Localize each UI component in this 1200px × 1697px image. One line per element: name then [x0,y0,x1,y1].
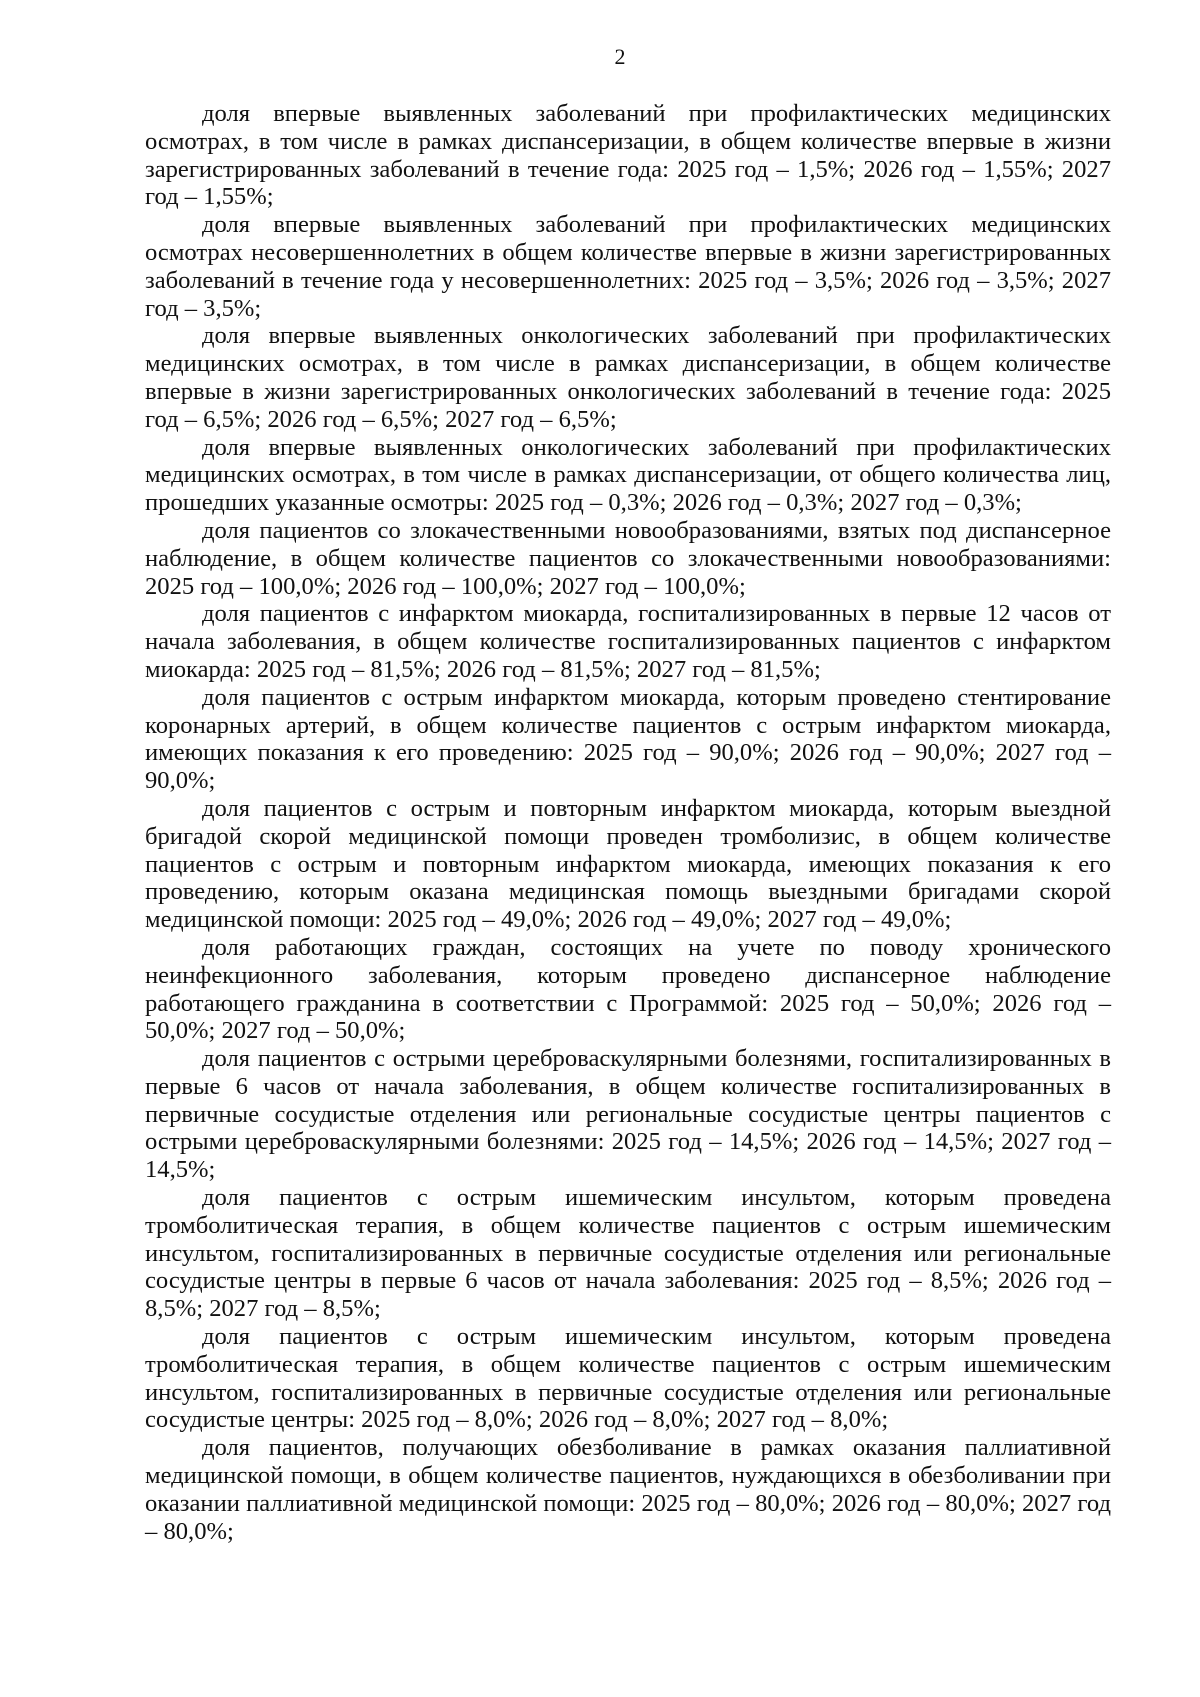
paragraph: доля пациентов с инфарктом миокарда, госпитализированных в первые 12 часов от начала заболевания, в общем количестве госпитализированных пациентов с инфарктом миокарда: 2025 год – 81,5%; 2026 год – 81,5%; 2027 год – 81,5%; [145,600,1111,683]
paragraph: доля пациентов с острым ишемическим инсультом, которым проведена тромболитическая терапия, в общем количестве пациентов с острым ишемическим инсультом, госпитализированных в первичные сосудистые отделения или региональные сосудистые центры в первые 6 часов от начала заболевания: 2025 год – 8,5%; 2026 год – 8,5%; 2027 год – 8,5%; [145,1184,1111,1323]
page-number: 2 [614,44,626,69]
document-body [145,100,1111,1545]
paragraph: доля впервые выявленных онкологических заболеваний при профилактических медицинских осмотрах, в том числе в рамках диспансеризации, в общем количестве впервые в жизни зарегистрированных онкологических заболеваний в течение года: 2025 год – 6,5%; 2026 год – 6,5%; 2027 год – 6,5%; [145,322,1111,433]
paragraph: доля работающих граждан, состоящих на учете по поводу хронического неинфекционного заболевания, которым проведено диспансерное наблюдение работающего гражданина в соответствии с Программой: 2025 год – 50,0%; 2026 год –50,0%; 2027 год – 50,0%; [145,933,1111,1045]
paragraph: доля впервые выявленных заболеваний при профилактических медицинских осмотрах, в том числе в рамках диспансеризации, в общем количестве впервые в жизни зарегистрированных заболеваний в течение года: 2025 год – 1,5%; 2026 год – 1,55%; 2027 год – 1,55%; [145,100,1111,211]
paragraph: доля пациентов с острым ишемическим инсультом, которым проведена тромболитическая терапия, в общем количестве пациентов с острым ишемическим инсультом, госпитализированных в первичные сосудистые отделения или региональные сосудистые центры: 2025 год – 8,0%; 2026 год – 8,0%; 2027 год – 8,0%; [145,1323,1111,1434]
paragraph: доля впервые выявленных заболеваний при профилактических медицинских осмотрах несовершеннолетних в общем количестве впервые в жизни зарегистрированных заболеваний в течение года у несовершеннолетних: 2025 год – 3,5%; 2026 год – 3,5%; 2027 год – 3,5%; [145,211,1111,322]
paragraph: доля пациентов, получающих обезболивание в рамках оказания паллиативной медицинской помощи, в общем количестве пациентов, нуждающихся в обезболивании при оказании паллиативной медицинской помощи: 2025 год – 80,0%; 2026 год – 80,0%; 2027 год – 80,0%; [145,1434,1111,1545]
paragraph: доля впервые выявленных онкологических заболеваний при профилактических медицинских осмотрах, в том числе в рамках диспансеризации, от общего количества лиц, прошедших указанные осмотры: 2025 год – 0,3%; 2026 год – 0,3%; 2027 год – 0,3%; [145,433,1111,517]
paragraph: доля пациентов с острыми цереброваскулярными болезнями, госпитализированных в первые 6 часов от начала заболевания, в общем количестве госпитализированных в первичные сосудистые отделения или региональные сосудистые центры пациентов с острыми цереброваскулярными болезнями: 2025 год – 14,5%; 2026 год – 14,5%; 2027 год – 14,5%; [145,1045,1111,1184]
paragraph: доля пациентов с острым инфарктом миокарда, которым проведено стентирование коронарных артерий, в общем количестве пациентов с острым инфарктом миокарда, имеющих показания к его проведению: 2025 год – 90,0%; 2026 год – 90,0%; 2027 год – 90,0%; [145,683,1111,795]
paragraph: доля пациентов с острым и повторным инфарктом миокарда, которым выездной бригадой скорой медицинской помощи проведен тромболизис, в общем количестве пациентов с острым и повторным инфарктом миокарда, имеющих показания к его проведению, которым оказана медицинская помощь выездными бригадами скорой медицинской помощи: 2025 год – 49,0%; 2026 год – 49,0%; 2027 год – 49,0%; [145,794,1111,934]
paragraph: доля пациентов со злокачественными новообразованиями, взятых под диспансерное наблюдение, в общем количестве пациентов со злокачественными новообразованиями: 2025 год – 100,0%; 2026 год – 100,0%; 2027 год – 100,0%; [145,516,1111,600]
